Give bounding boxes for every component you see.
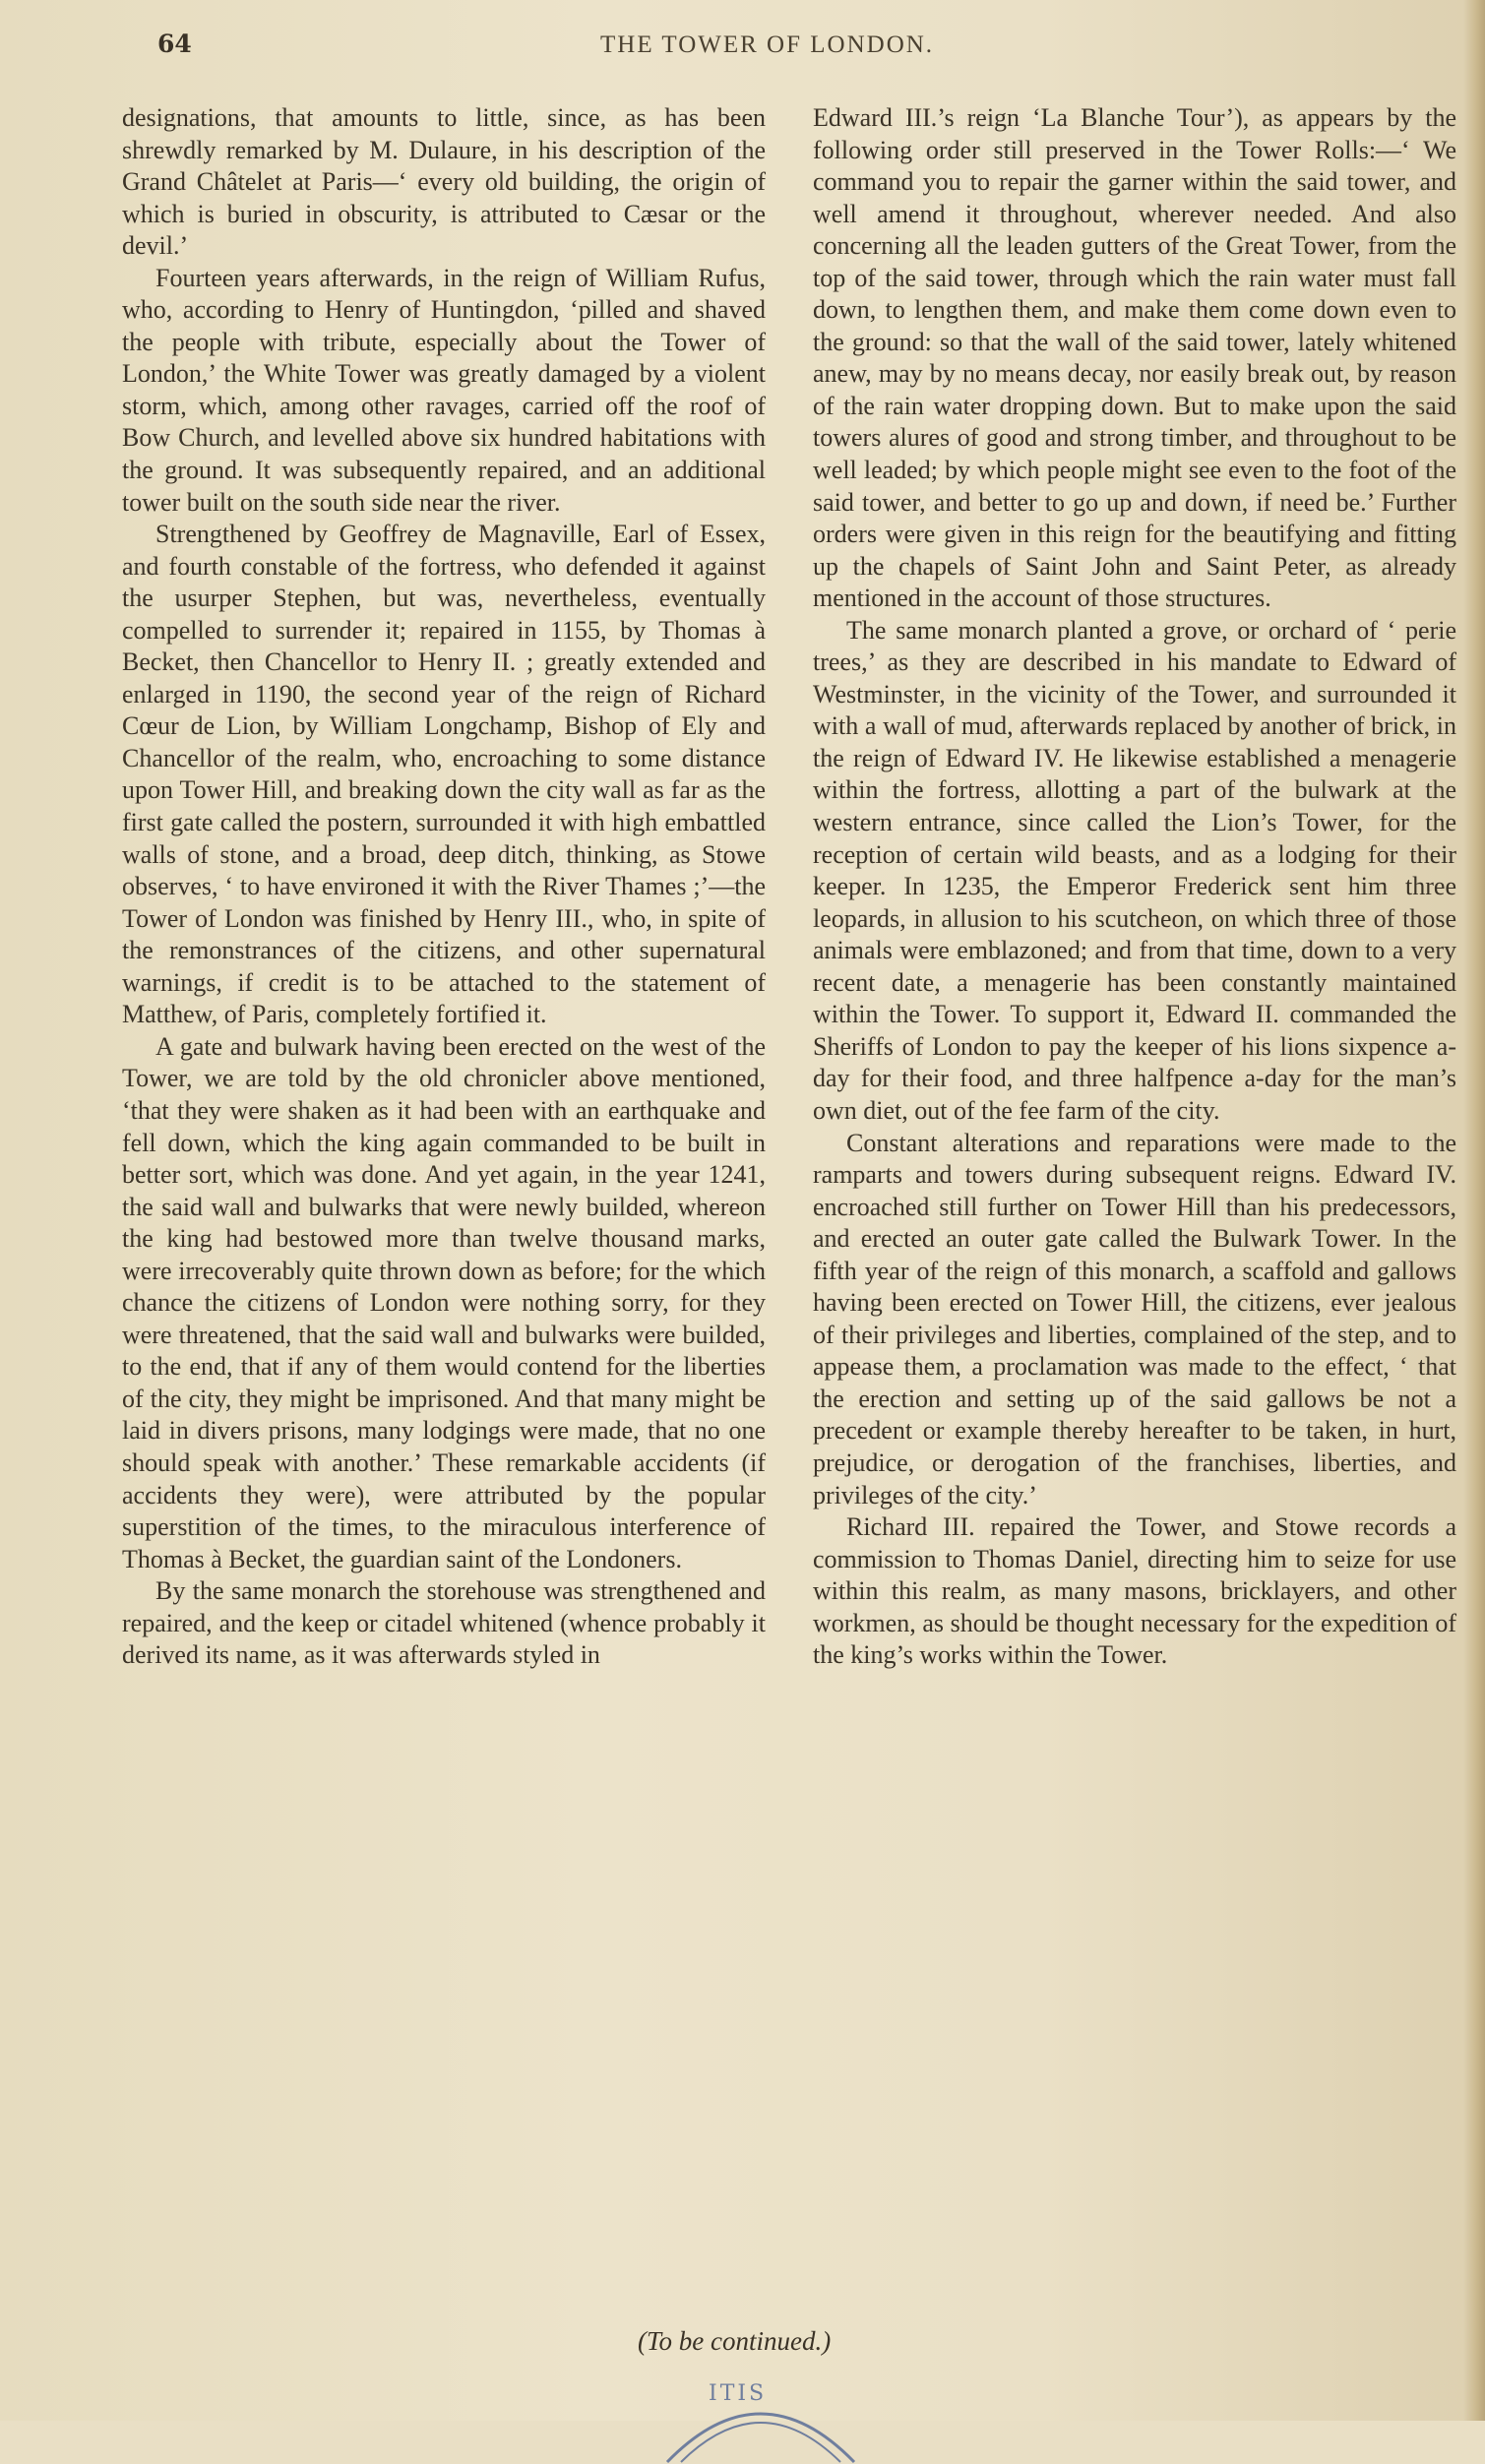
left-column xyxy=(122,102,766,1672)
right-column xyxy=(813,102,1456,1672)
running-title: THE TOWER OF LONDON. xyxy=(600,31,935,58)
paragraph: The same monarch planted a grove, or orchard of ‘ perie trees,’ as they are described in his mandate to Edward of Westminster, in the vicinity of the Tower, and surrounded it with a wall of mud, afterwards replaced by another of brick, in the reign of Edward IV. He likewise established a menagerie within the fortress, allotting a part of the bulwark at the western entrance, since called the Lion’s Tower, for the reception of certain wild beasts, and as a lodging for their keeper. In 1235, the Emperor Frederick sent him three leopards, in allusion to his scutcheon, on which three of those animals were emblazoned; and from that time, down to a very recent date, a menagerie has been constantly maintained within the Tower. To support it, Edward II. commanded the Sheriffs of London to pay the keeper of his lions sixpence a-day for their food, and three halfpence a-day for the man’s own diet, out of the fee farm of the city. xyxy=(813,615,1456,1125)
library-stamp xyxy=(657,2375,864,2464)
paragraph: Fourteen years afterwards, in the reign of William Rufus, who, according to Henry of Huntingdon, ‘pilled and shaved the people with tribute, especially about the Tower of London,’ the White Tower was greatly damaged by a violent storm, which, among other ravages, carried off the roof of Bow Church, and levelled above six hundred habitations with the ground. It was subsequently repaired, and an additional tower built on the south side near the river. xyxy=(122,263,766,517)
paragraph: Edward III.’s reign ‘La Blanche Tour’), as appears by the following order still preserved in the Tower Rolls:—‘ We command you to repair the garner within the said tower, and well amend it throughout, wherever needed. And also concerning all the leaden gutters of the Great Tower, from the top of the said tower, through which the rain water must fall down, to lengthen them, and make them come down even to the ground: so that the wall of the said tower, lately whitened anew, may by no means decay, nor easily break out, by reason of the rain water dropping down. But to make upon the said towers alures of good and strong timber, and throughout to be well leaded; by which people might see even to the foot of the said tower, and better to go up and down, if need be.’ Further orders were given in this reign for the beautifying and fitting up the chapels of Saint John and Saint Peter, as already mentioned in the account of those structures. xyxy=(813,103,1456,613)
paragraph: By the same monarch the storehouse was strengthened and repaired, and the keep or citadel whitened (whence probably it derived its name, as it was afterwards styled in xyxy=(122,1576,766,1670)
paragraph: A gate and bulwark having been erected on the west of the Tower, we are told by the old chronicler above mentioned, ‘that they were shaken as it had been with an earthquake and fell down, which the king again commanded to be built in better sort, which was done. And yet again, in the year 1241, the said wall and bulwarks that were newly builded, whereon the king had bestowed more than twelve thousand marks, were irrecoverably quite thrown down as before; for the which chance the citizens of London were nothing sorry, for they were threatened, that the said wall and bulwarks were builded, to the end, that if any of them would contend for the liberties of the city, they might be imprisoned. And that many might be laid in divers prisons, many lodgings were made, that no one should speak with another.’ These remarkable accidents (if accidents they were), were attributed by the popular superstition of the times, to the miraculous interference of Thomas à Becket, the guardian saint of the Londoners. xyxy=(122,1031,766,1573)
paragraph: Constant alterations and reparations were made to the ramparts and towers during subsequent reigns. Edward IV. encroached still further on Tower Hill than his predecessors, and erected an outer gate called the Bulwark Tower. In the fifth year of the reign of this monarch, a scaffold and gallows having been erected on Tower Hill, the citizens, ever jealous of their privileges and liberties, complained of the step, and to appease them, a proclamation was made to the effect, ‘ that the erection and setting up of the said gallows be not a precedent or example thereby hereafter to be taken, in hurt, prejudice, or derogation of the franchises, liberties, and privileges of the city.’ xyxy=(813,1128,1456,1509)
paragraph: Strengthened by Geoffrey de Magnaville, Earl of Essex, and fourth constable of the fortress, who defended it against the usurper Stephen, but was, nevertheless, eventually compelled to surrender it; repaired in 1155, by Thomas à Becket, then Chancellor to Henry II. ; greatly extended and enlarged in 1190, the second year of the reign of Richard Cœur de Lion, by William Longchamp, Bishop of Ely and Chancellor of the realm, who, encroaching to some distance upon Tower Hill, and breaking down the city wall as far as the first gate called the postern, surrounded it with high embattled walls of stone, and a broad, deep ditch, thinking, as Stowe observes, ‘ to have environed it with the River Thames ;’—the Tower of London was finished by Henry III., who, in spite of the remonstrances of the citizens, and other supernatural warnings, if credit is to be attached to the statement of Matthew, of Paris, completely fortified it. xyxy=(122,520,766,1029)
stamp-text: ITIS xyxy=(709,2381,768,2406)
paragraph: designations, that amounts to little, since, as has been shrewdly remarked by M. Dulaure, in his description of the Grand Châtelet at Paris—‘ every old building, the origin of which is buried in obscurity, is attributed to Cæsar or the devil.’ xyxy=(122,103,766,261)
to-be-continued-note: (To be continued.) xyxy=(638,2326,832,2356)
page-edge-shadow xyxy=(1463,0,1485,2421)
paragraph: Richard III. repaired the Tower, and Stowe records a commission to Thomas Daniel, directing him to seize for use within this realm, as many masons, bricklayers, and other workmen, as should be thought necessary for the expedition of the king’s works within the Tower. xyxy=(813,1512,1456,1670)
page-number: 64 xyxy=(157,30,192,58)
running-head xyxy=(148,30,1388,69)
